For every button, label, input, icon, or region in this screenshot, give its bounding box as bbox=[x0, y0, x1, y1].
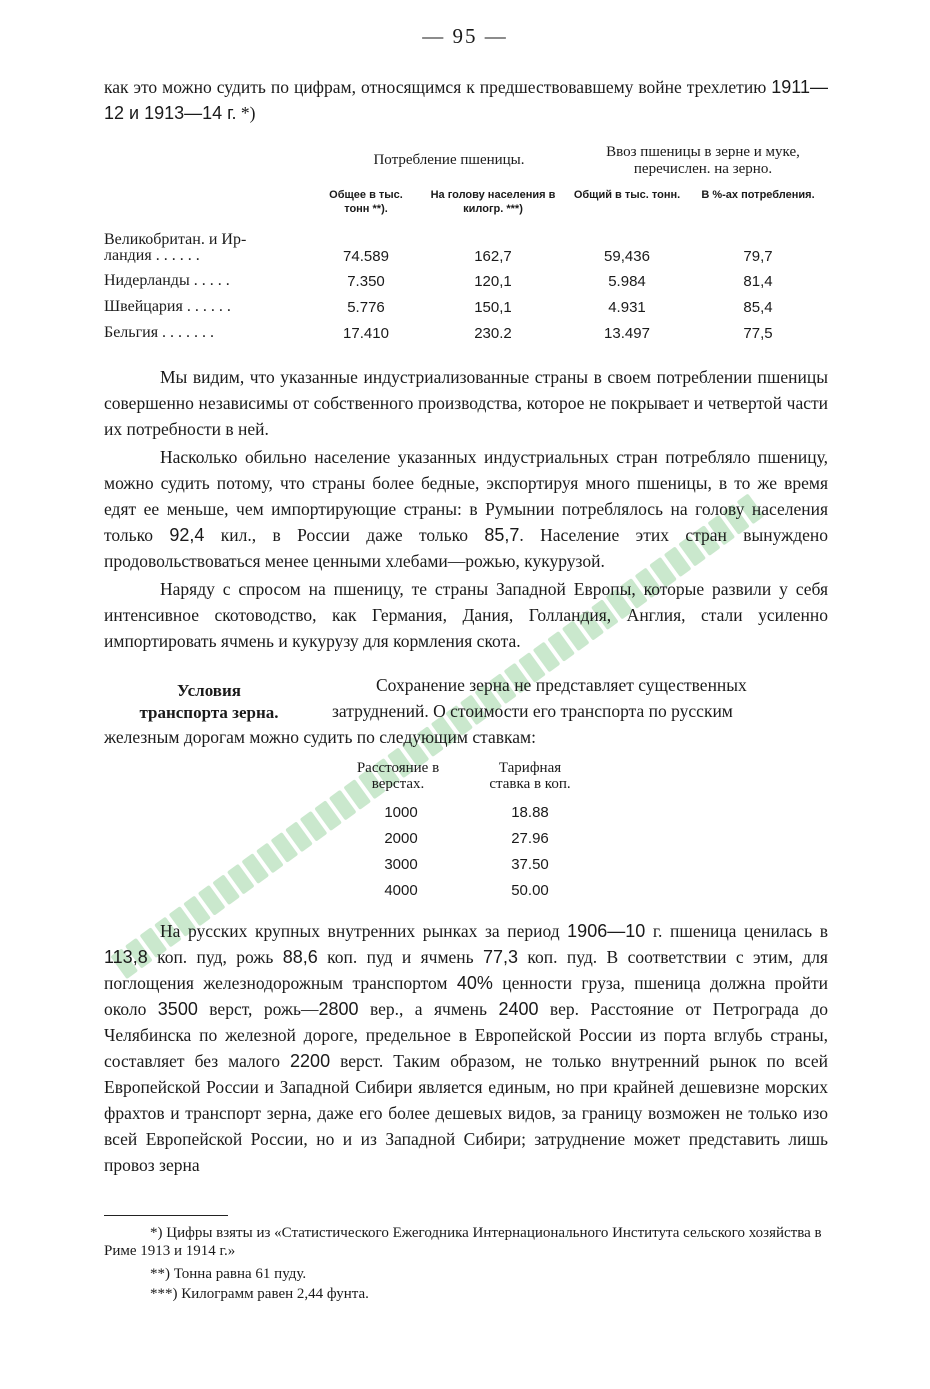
paragraph-5-number: 2800 bbox=[318, 999, 359, 1019]
wheat-cell: 85,4 bbox=[743, 299, 773, 316]
paragraph-5-part: верст. Таким образом, не только внутренний рынок по всей Европейской России и Западной Сибири является единым, но при крайней дешевизне морских фрахтов и транспорт зерна, даже его более дешевых видов, за границу возможен не только изо всей Европейской России, но и из Западной Сибири; затруднение может представить лишь провоз зерна bbox=[104, 1051, 829, 1175]
tariff-header-line: верстах. bbox=[371, 776, 425, 792]
footnote-2: **) Тонна равна 61 пуду. bbox=[150, 1266, 307, 1282]
wheat-cell: 13.497 bbox=[604, 325, 650, 342]
wheat-cell: 77,5 bbox=[743, 325, 773, 342]
wheat-cell: 162,7 bbox=[474, 248, 512, 265]
tariff-cell: 4000 bbox=[384, 882, 418, 899]
footnote-divider bbox=[104, 1215, 228, 1216]
paragraph-5-number: 77,3 bbox=[483, 947, 519, 967]
paragraph-5-part: вер. Расстояние от Петрограда до Челябинска по железной дороге, предельное в Европейской России из порта вглубь страны, составляет без малого bbox=[104, 999, 829, 1071]
paragraph-2-number: 85,7 bbox=[484, 525, 520, 545]
wheat-row-label: Нидерланды . . . . . bbox=[104, 272, 230, 289]
paragraph-5-part: ценности груза, пшеница должна пройти около bbox=[104, 973, 828, 1019]
body-text-1 bbox=[104, 364, 828, 654]
wheat-subheader-total: Общее в тыс. тонн **). bbox=[329, 189, 403, 215]
paragraph-4-line: Сохранение зерна не представляет существенных bbox=[376, 675, 747, 695]
page-number: — 95 — bbox=[422, 24, 508, 48]
paragraph-5-number: 2400 bbox=[498, 999, 539, 1019]
wheat-row-label: ландия . . . . . . bbox=[104, 247, 200, 264]
paragraph-5 bbox=[104, 918, 828, 1178]
tariff-cell: 2000 bbox=[384, 830, 418, 847]
footnote-1: *) Цифры взяты из «Статистического Ежегодника Интернационального Института сельского хозяйства в Риме 1913 и 1914 г.» bbox=[104, 1225, 822, 1259]
body-text-2 bbox=[104, 918, 828, 1178]
wheat-cell: 17.410 bbox=[343, 325, 389, 342]
paragraph-5-number: 40% bbox=[456, 973, 493, 993]
wheat-cell: 150,1 bbox=[474, 299, 512, 316]
paragraph-5-part: На русских крупных внутренних рынках за период bbox=[160, 921, 568, 941]
paragraph-5-part: коп. пуд. В соответствии с этим, для поглощения железнодорожным транспортом bbox=[104, 947, 828, 993]
tariff-cell: 3000 bbox=[384, 856, 418, 873]
wheat-cell: 230.2 bbox=[474, 325, 512, 342]
wheat-subheader-percent: В %-ах потребления. bbox=[701, 189, 815, 201]
wheat-group-consumption: Потребление пшеницы. bbox=[373, 152, 525, 168]
tariff-header-distance bbox=[330, 760, 466, 792]
paragraph-5-number: 88,6 bbox=[282, 947, 318, 967]
tariff-cell: 37.50 bbox=[511, 856, 549, 873]
side-heading bbox=[104, 680, 314, 724]
tariff-cell: 1000 bbox=[384, 804, 418, 821]
tariff-cell: 50.00 bbox=[511, 882, 549, 899]
paragraph-1: Мы видим, что указанные индустриализованные страны в своем потреблении пшеницы совершенно независимы от собственного производства, которое не покрывает и четвертой части их потребности в ней. bbox=[104, 367, 828, 439]
wheat-cell: 5.776 bbox=[347, 299, 385, 316]
tariff-cell: 18.88 bbox=[511, 804, 549, 821]
paragraph-5-number: 3500 bbox=[157, 999, 198, 1019]
wheat-cell: 4.931 bbox=[608, 299, 646, 316]
wheat-subheader-import-total: Общий в тыс. тонн. bbox=[573, 189, 681, 201]
wheat-row-label: Бельгия . . . . . . . bbox=[104, 324, 215, 341]
tariff-header-line: Расстояние в bbox=[356, 760, 440, 776]
paragraph-2-number: 92,4 bbox=[169, 525, 205, 545]
paragraph-5-part: г. пшеница ценилась в bbox=[645, 921, 828, 941]
tariff-cell: 27.96 bbox=[511, 830, 549, 847]
paragraph-5-part: вер., а ячмень bbox=[358, 999, 499, 1019]
paragraph-5-number: 113,8 bbox=[104, 947, 148, 967]
wheat-cell: 7.350 bbox=[347, 273, 385, 290]
wheat-cell: 120,1 bbox=[474, 273, 512, 290]
paragraph-2 bbox=[104, 444, 828, 574]
paragraph-3: Наряду с спросом на пшеницу, те страны Западной Европы, которые развили у себя интенсивное скотоводство, как Германия, Дания, Голландия, Англия, стали усиленно импортировать ячмень и кукурузу для кормления скота. bbox=[104, 579, 828, 651]
tariff-header-rate bbox=[466, 760, 594, 792]
paragraph-2-part: кил., в России даже только bbox=[204, 525, 485, 545]
paragraph-5-part: верст, рожь— bbox=[197, 999, 319, 1019]
intro-note-mark: *) bbox=[236, 103, 256, 123]
wheat-group-import: Ввоз пшеницы в зерне и муке, перечислен. на зерно. bbox=[606, 144, 800, 177]
paragraph-5-part: коп. пуд и ячмень bbox=[317, 947, 484, 967]
wheat-row-label: Швейцария . . . . . . bbox=[104, 298, 231, 315]
intro-years: 1911—12 и 1913—14 г. bbox=[104, 77, 828, 123]
wheat-cell: 79,7 bbox=[743, 248, 773, 265]
paragraph-5-part: коп. пуд, рожь bbox=[147, 947, 283, 967]
paragraph-4-line: железным дорогам можно судить по следующим ставкам: bbox=[104, 727, 536, 747]
paragraph-4-right bbox=[332, 672, 828, 724]
tariff-header-line: Тарифная bbox=[498, 760, 562, 776]
paragraph-4-last bbox=[104, 724, 828, 750]
paragraph-2-part: Насколько обильно население указанных индустриальных стран потребляло пшеницу, можно судить потому, что страны более бедные, экспортируя много пшеницы, в то же время едят ее меньше, чем импортирующие страны: в Румынии потреблялось на голову населения только bbox=[104, 447, 828, 545]
wheat-cell: 59,436 bbox=[604, 248, 650, 265]
wheat-subheader-per-capita: На голову населения в килогр. ***) bbox=[430, 189, 556, 215]
wheat-cell: 5.984 bbox=[608, 273, 646, 290]
tariff-header-line: ставка в коп. bbox=[489, 776, 571, 792]
side-heading-line: транспорта зерна. bbox=[139, 703, 279, 722]
paragraph-4-line: затруднений. О стоимости его транспорта по русским bbox=[332, 701, 733, 721]
intro-text bbox=[104, 74, 828, 126]
wheat-row-label: Великобритан. и Ир- bbox=[104, 231, 247, 248]
wheat-cell: 74.589 bbox=[343, 248, 389, 265]
paragraph-5-number: 2200 bbox=[290, 1051, 331, 1071]
paragraph-2-part: . Население этих стран вынуждено продовольствоваться менее ценными хлебами—рожью, кукурузой. bbox=[104, 525, 828, 571]
side-heading-line: Условия bbox=[177, 681, 241, 700]
paragraph-5-number: 1906—10 bbox=[567, 921, 646, 941]
intro-part-1: как это можно судить по цифрам, относящимся к предшествовавшему войне трехлетию bbox=[104, 77, 772, 97]
wheat-cell: 81,4 bbox=[743, 273, 773, 290]
footnote-3: ***) Килограмм равен 2,44 фунта. bbox=[150, 1286, 369, 1302]
